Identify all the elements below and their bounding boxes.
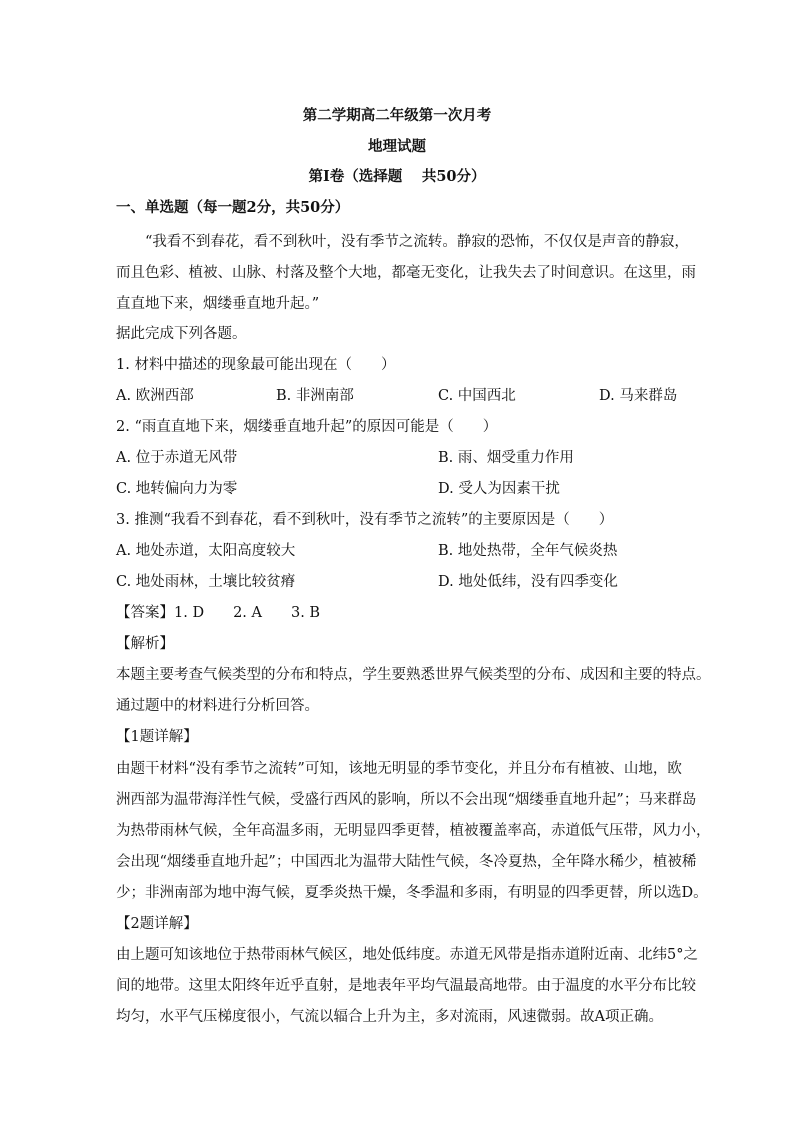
q3-option-d: D. 地处低纬，没有四季变化 [438,574,618,590]
detail-2-line: 由上题可知该地位于热带雨林气候区，地处低纬度。赤道无风带是指赤道附近南、北纬5°之 [116,947,698,963]
question-1-stem: 1. 材料中描述的现象最可能出现在（ ） [116,357,396,373]
q1-option-a: A. 欧洲西部 [116,388,194,404]
question-2-stem: 2. “雨直直地下来，烟缕垂直地升起”的原因可能是（ ） [116,419,498,435]
detail-2-heading: 【2题详解】 [116,916,198,932]
part-title: 第Ⅰ卷（选择题 共50分） [308,168,486,185]
q1-option-d: D. 马来群岛 [599,388,678,404]
instruction: 据此完成下列各题。 [116,326,247,342]
detail-1-line: 少；非洲南部为地中海气候，夏季炎热干燥，冬季温和多雨，有明显的四季更替，所以选D。 [116,885,708,901]
detail-1-line: 洲西部为温带海洋性气候，受盛行西风的影响，所以不会出现“烟缕垂直地升起”；马来群岛 [116,792,697,808]
detail-1-heading: 【1题详解】 [116,729,198,745]
q3-option-c: C. 地处雨林，土壤比较贫瘠 [116,574,296,590]
detail-1-line: 为热带雨林气候，全年高温多雨，无明显四季更替，植被覆盖率高，赤道低气压带，风力小， [116,823,711,839]
q2-option-a: A. 位于赤道无风带 [116,450,238,466]
section-heading: 一、单选题（每一题2分，共50分） [116,199,350,216]
answer-line: 【答案】1. D 2. A 3. B [116,605,321,621]
detail-1-line: 会出现“烟缕垂直地升起”；中国西北为温带大陆性气候，冬冷夏热，全年降水稀少，植被稀 [116,854,697,870]
analysis-line: 本题主要考查气候类型的分布和特点，学生要熟悉世界气候类型的分布、成因和主要的特点。 [116,667,711,683]
passage-line: “我看不到春花，看不到秋叶，没有季节之流转。静寂的恐怖，不仅仅是声音的静寂， [145,234,689,250]
detail-1-line: 由题干材料“没有季节之流转”可知，该地无明显的季节变化，并且分布有植被、山地，欧 [116,761,682,777]
detail-2-line: 均匀，水平气压梯度很小，气流以辐合上升为主，多对流雨，风速微弱。故A项正确。 [116,1009,663,1025]
q1-option-c: C. 中国西北 [438,388,516,404]
passage-line: 而且色彩、植被、山脉、村落及整个大地，都毫无变化，让我失去了时间意识。在这里，雨 [116,265,696,281]
detail-2-line: 间的地带。这里太阳终年近乎直射，是地表年平均气温最高地带。由于温度的水平分布比较 [116,978,696,994]
q2-option-b: B. 雨、烟受重力作用 [438,450,574,466]
passage-line: 直直地下来，烟缕垂直地升起。” [116,296,320,312]
analysis-line: 通过题中的材料进行分析回答。 [116,698,319,714]
q2-option-c: C. 地转偏向力为零 [116,481,238,497]
analysis-heading: 【解析】 [116,636,174,652]
question-3-stem: 3. 推测“我看不到春花，看不到秋叶，没有季节之流转”的主要原因是（ ） [116,512,614,528]
q3-option-b: B. 地处热带，全年气候炎热 [438,543,618,559]
exam-title: 第二学期高二年级第一次月考 [302,107,492,124]
q3-option-a: A. 地处赤道，太阳高度较大 [116,543,296,559]
q1-option-b: B. 非洲南部 [276,388,354,404]
q2-option-d: D. 受人为因素干扰 [438,481,560,497]
subject-title: 地理试题 [368,138,426,155]
